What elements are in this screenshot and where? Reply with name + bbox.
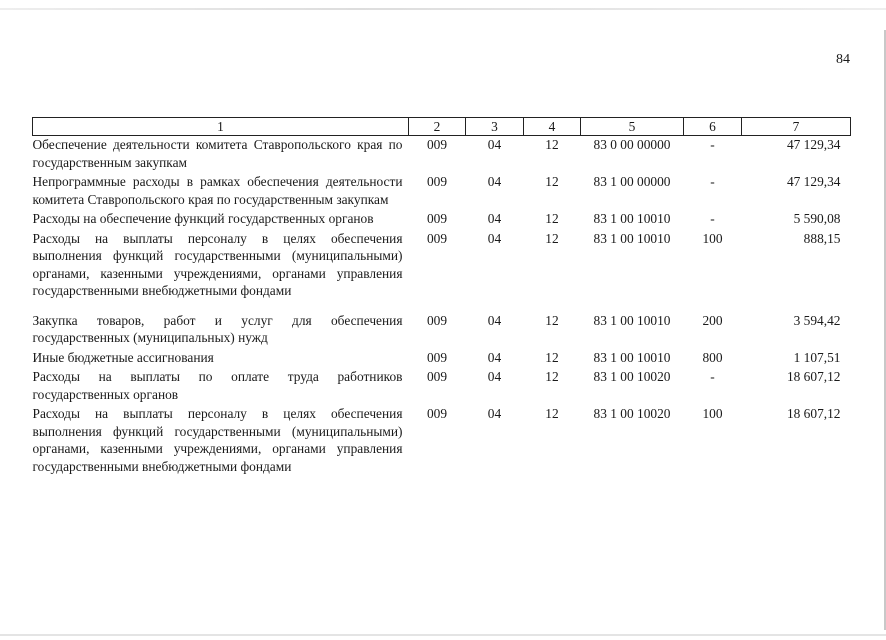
row-amount: 18 607,12	[786, 369, 841, 384]
row-code-target: 83 1 00 00000	[593, 174, 671, 189]
row-code-expense-type: 100	[702, 230, 723, 246]
row-name: Непрограммные расходы в рамках обеспечения деятельности комитета Ставропольского края по государственным закупкам	[32, 174, 403, 207]
row-code-subsection: 12	[545, 211, 559, 226]
table-row	[33, 312, 851, 349]
row-code-subsection: 12	[545, 137, 559, 152]
row-code-section: 04	[487, 312, 502, 328]
row-amount: 47 129,34	[786, 174, 841, 189]
row-name: Расходы на выплаты по оплате труда работников государственных органов	[32, 369, 403, 402]
row-code-ministry: 009	[426, 230, 448, 246]
row-amount: 47 129,34	[786, 137, 841, 152]
row-name: Обеспечение деятельности комитета Ставропольского края по государственным закупкам	[32, 137, 403, 170]
scan-edge-bottom	[0, 634, 886, 636]
column-header-3: 3	[466, 118, 524, 136]
row-code-target: 83 0 00 00000	[593, 137, 671, 152]
table-row	[33, 230, 851, 312]
row-code-section: 04	[487, 230, 502, 246]
column-header-2: 2	[409, 118, 466, 136]
row-code-subsection: 12	[545, 312, 559, 328]
row-amount: 888,15	[803, 230, 841, 246]
row-code-expense-type: 800	[702, 349, 723, 365]
row-code-subsection: 12	[545, 369, 559, 384]
row-code-target: 83 1 00 10010	[593, 312, 671, 328]
row-code-target: 83 1 00 10020	[593, 369, 671, 384]
row-code-ministry: 009	[426, 406, 448, 421]
scan-edge-top	[0, 8, 886, 10]
column-header-1: 1	[33, 118, 409, 136]
table-row	[33, 210, 851, 230]
row-amount: 18 607,12	[786, 406, 841, 421]
row-code-section: 04	[487, 369, 502, 384]
row-name: Расходы на выплаты персоналу в целях обеспечения выполнения функций государственными (муниципальными) органами, казенными учреждениями, органами управления государственными внебюджетными фондами	[32, 406, 403, 474]
row-code-section: 04	[487, 406, 502, 421]
row-code-expense-type: -	[710, 137, 715, 152]
row-code-ministry: 009	[426, 369, 448, 384]
table-row	[33, 173, 851, 210]
column-header-7: 7	[742, 118, 851, 136]
table-row	[33, 136, 851, 174]
row-code-section: 04	[487, 137, 502, 152]
row-code-subsection: 12	[545, 230, 559, 246]
row-amount: 1 107,51	[793, 349, 841, 365]
row-code-section: 04	[487, 174, 502, 189]
row-code-ministry: 009	[426, 174, 448, 189]
row-code-subsection: 12	[545, 174, 559, 189]
row-amount: 5 590,08	[793, 211, 841, 226]
row-code-target: 83 1 00 10010	[593, 230, 671, 246]
table-header-row	[33, 118, 851, 136]
page-number: 84	[836, 52, 850, 67]
column-header-4: 4	[524, 118, 581, 136]
row-name: Расходы на обеспечение функций государственных органов	[32, 211, 374, 226]
row-code-expense-type: 200	[702, 312, 723, 328]
row-code-section: 04	[487, 211, 502, 226]
row-code-ministry: 009	[426, 137, 448, 152]
column-header-6: 6	[684, 118, 742, 136]
row-code-subsection: 12	[545, 406, 559, 421]
row-code-ministry: 009	[426, 211, 448, 226]
row-code-subsection: 12	[545, 349, 559, 365]
budget-table	[32, 117, 851, 477]
row-code-ministry: 009	[426, 312, 448, 328]
table-row	[33, 349, 851, 369]
row-code-expense-type: -	[710, 174, 715, 189]
row-name: Расходы на выплаты персоналу в целях обеспечения выполнения функций государственными (муниципальными) органами, казенными учреждениями, органами управления государственными внебюджетными фондами	[32, 230, 403, 298]
row-code-target: 83 1 00 10010	[593, 211, 671, 226]
row-amount: 3 594,42	[793, 312, 841, 328]
table-row	[33, 405, 851, 477]
row-code-expense-type: 100	[702, 406, 723, 421]
row-name: Иные бюджетные ассигнования	[32, 349, 214, 365]
row-code-expense-type: -	[710, 211, 715, 226]
row-code-section: 04	[487, 349, 502, 365]
row-code-target: 83 1 00 10020	[593, 406, 671, 421]
table-row	[33, 368, 851, 405]
column-header-5: 5	[581, 118, 684, 136]
row-code-target: 83 1 00 10010	[593, 349, 671, 365]
row-name: Закупка товаров, работ и услуг для обеспечения государственных (муниципальных) нужд	[32, 312, 403, 345]
row-code-ministry: 009	[426, 349, 448, 365]
row-code-expense-type: -	[710, 369, 715, 384]
